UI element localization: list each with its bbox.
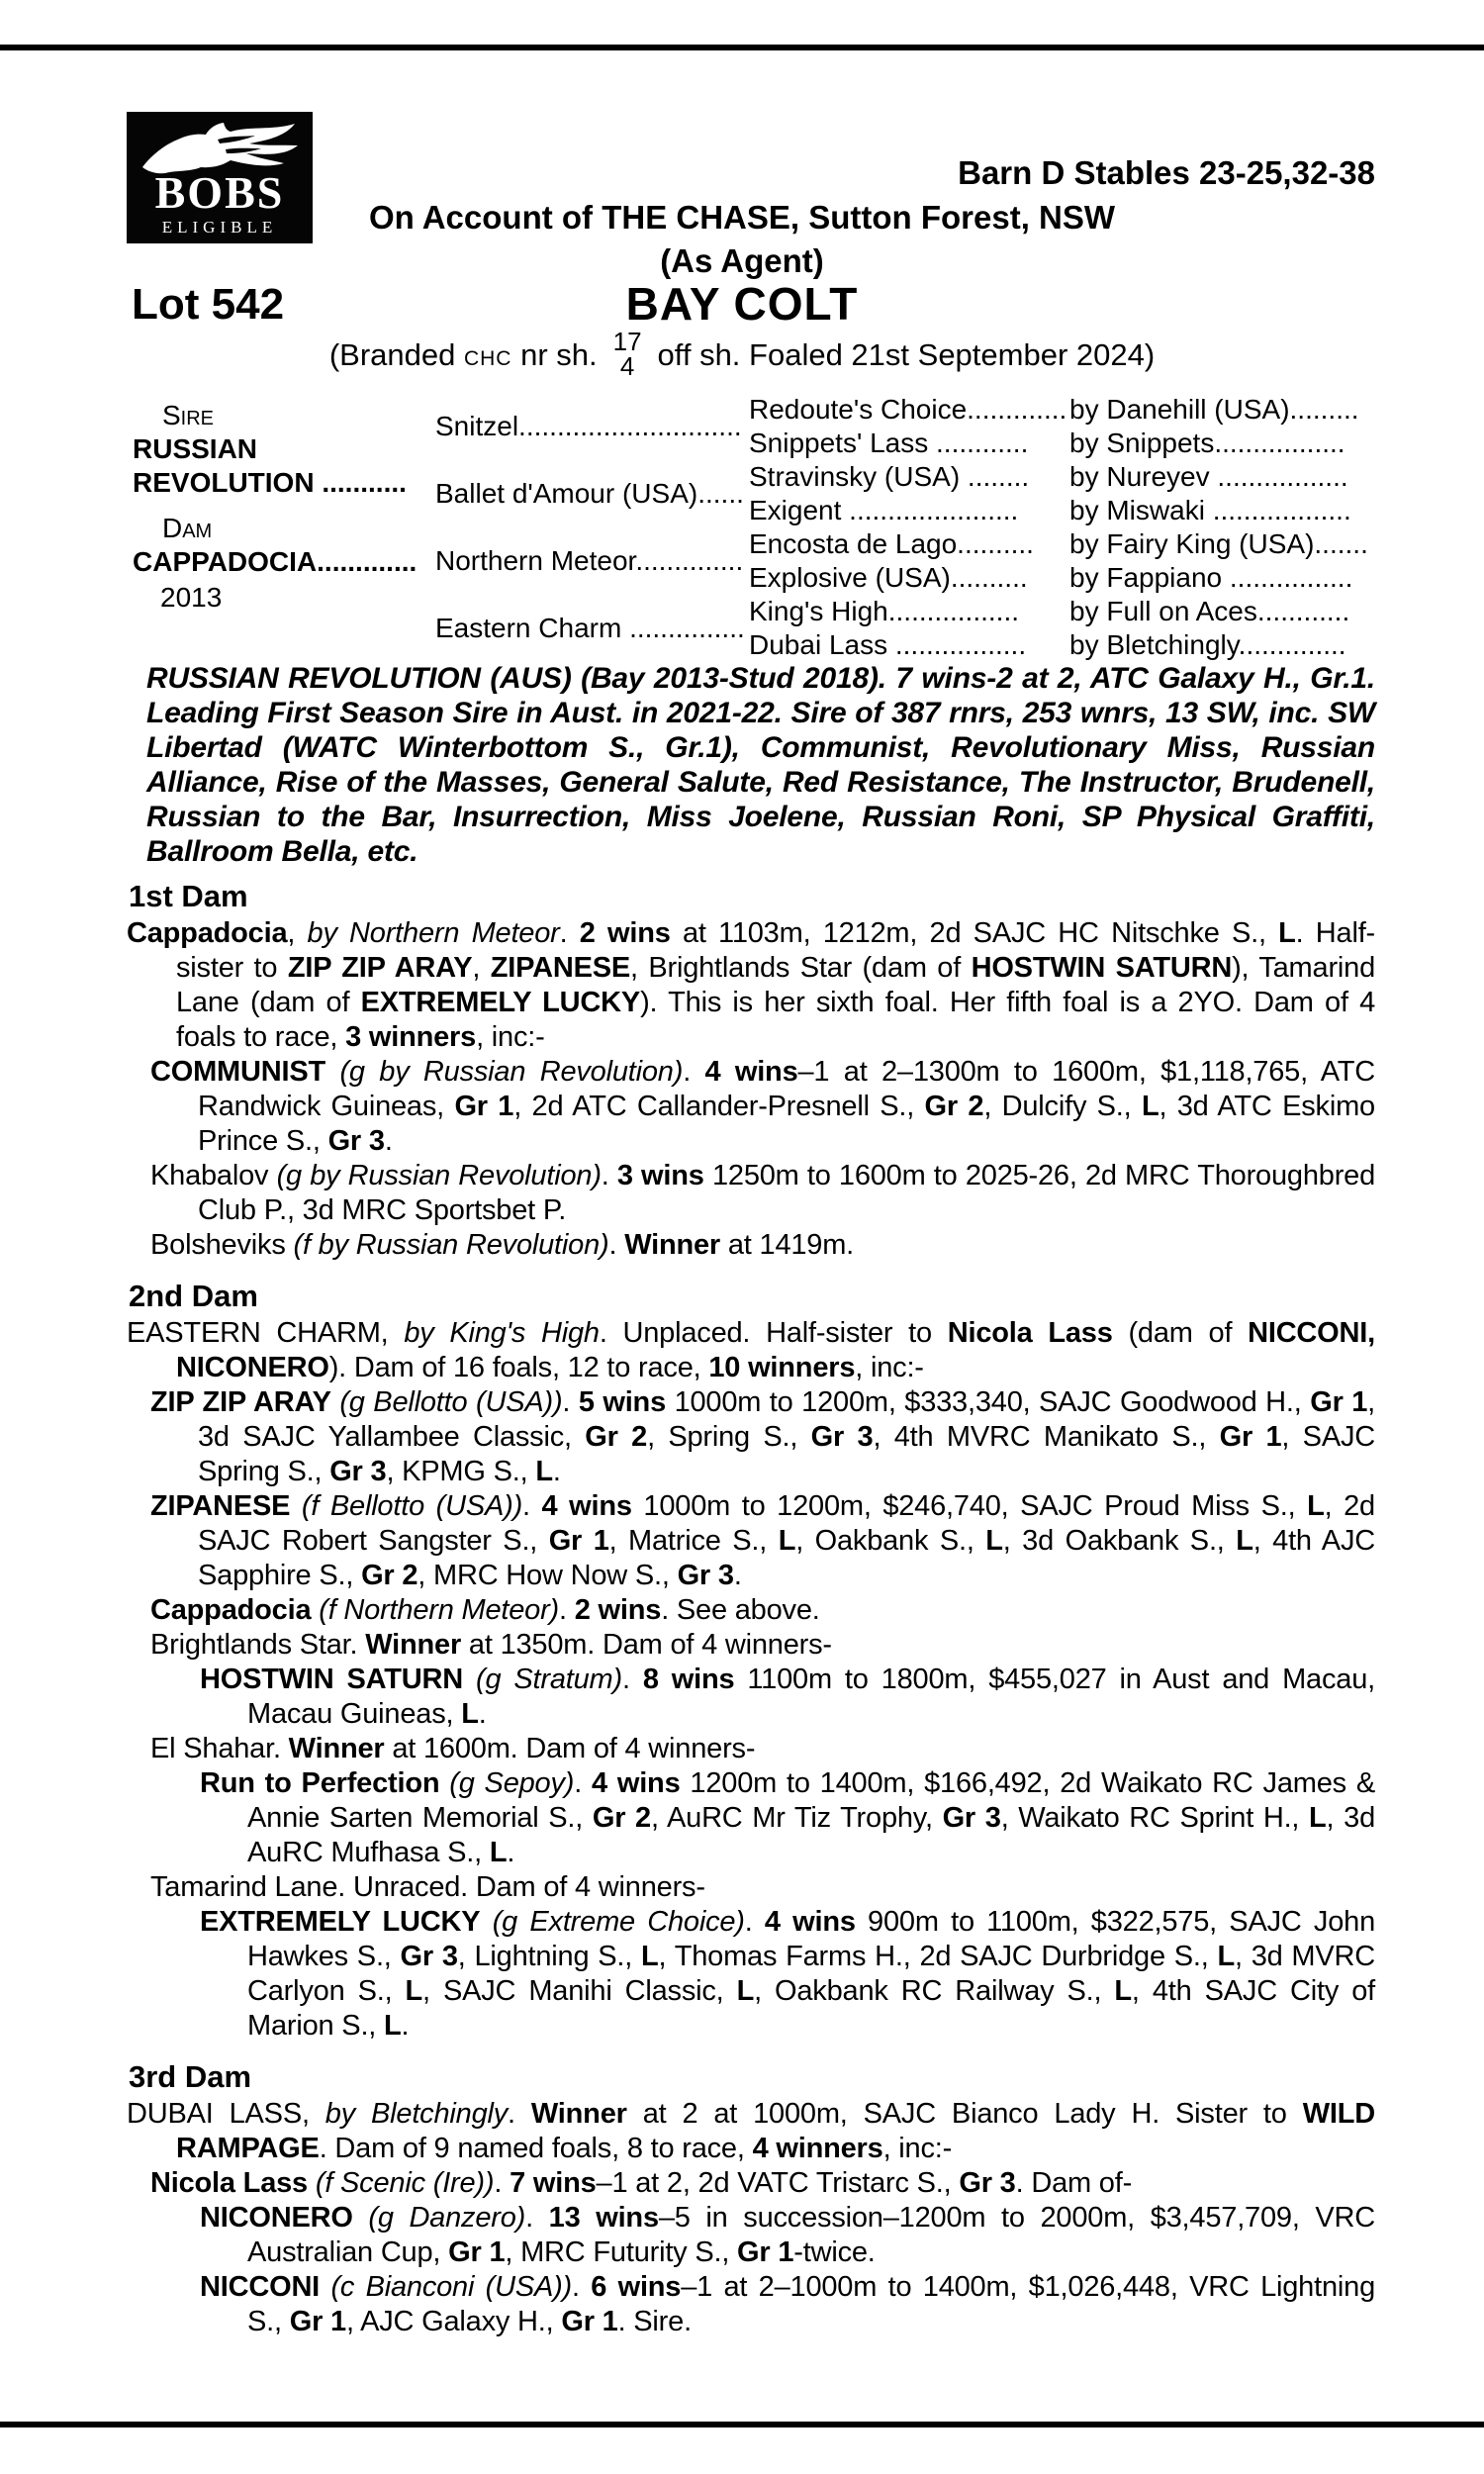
gen2-entry: Eastern Charm ...............: [435, 613, 745, 643]
logo-text-eligible: ELIGIBLE: [161, 218, 278, 237]
brand-mark: CHC: [463, 347, 512, 371]
pedigree-paragraph: NICONERO (g Danzero). 13 wins–5 in succession–1200m to 2000m, $3,457,709, VRC Australian Cup, Gr 1, MRC Futurity S., Gr 1-twice.: [200, 2202, 1376, 2268]
pedigree-paragraph: DUBAI LASS, by Bletchingly. Winner at 2 at 1000m, SAJC Bianco Lady H. Sister to WILD RAMPAGE. Dam of 9 named foals, 8 to race, 4 winners, inc:-: [127, 2098, 1375, 2164]
brand-number-bottom: 4: [619, 351, 635, 381]
gen2-entry: Northern Meteor..............: [435, 545, 744, 576]
gen3-entry: Encosta de Lago..........: [749, 528, 1034, 559]
gen4-entry: by Bletchingly..............: [1069, 629, 1346, 660]
pedigree-paragraph: Cappadocia (f Northern Meteor). 2 wins. See above.: [150, 1594, 820, 1626]
branded-suffix: off sh. Foaled 21st September 2024): [657, 337, 1156, 373]
agent-line: (As Agent): [660, 242, 824, 279]
pedigree-paragraph: COMMUNIST (g by Russian Revolution). 4 wins–1 at 2–1300m to 1600m, $1,118,765, ATC Randwick Guineas, Gr 1, 2d ATC Callander-Presnell S., Gr 2, Dulcify S., L, 3d ATC Eskimo Prince S., Gr 3.: [150, 1056, 1376, 1157]
gen3-entry: Redoute's Choice.............: [749, 394, 1067, 425]
gen4-entry: by Fappiano ................: [1069, 562, 1353, 593]
lot-number: Lot 542: [132, 280, 285, 329]
pedigree-table: [133, 394, 1379, 669]
gen3-entry: Stravinsky (USA) ........: [749, 461, 1030, 492]
gen4-entry: by Fairy King (USA).......: [1069, 528, 1368, 559]
pedigree-paragraph: ZIPANESE (f Bellotto (USA)). 4 wins 1000m to 1200m, $246,740, SAJC Proud Miss S., L, 2d SAJC Robert Sangster S., Gr 1, Matrice S., L, Oakbank S., L, 3d Oakbank S., L, 4th AJC Sapphire S., Gr 2, MRC How Now S., Gr 3.: [150, 1490, 1375, 1591]
barn-location: Barn D Stables 23-25,32-38: [958, 154, 1375, 191]
pedigree-paragraph: ZIP ZIP ARAY (g Bellotto (USA)). 5 wins 1000m to 1200m, $333,340, SAJC Goodwood H., Gr 1, 3d SAJC Yallambee Classic, Gr 2, Spring S., Gr 3, 4th MVRC Manikato S., Gr 1, SAJC Spring S., Gr 3, KPMG S., L.: [150, 1386, 1376, 1487]
pedigree-paragraph: EASTERN CHARM, by King's High. Unplaced. Half-sister to Nicola Lass (dam of NICCONI, NICONERO). Dam of 16 foals, 12 to race, 10 winners, inc:-: [127, 1317, 1375, 1383]
pedigree-paragraph: HOSTWIN SATURN (g Stratum). 8 wins 1100m to 1800m, $455,027 in Aust and Macau, Macau Guineas, L.: [200, 1664, 1375, 1730]
pedigree-paragraph: NICCONI (c Bianconi (USA)). 6 wins–1 at 2–1000m to 1400m, $1,026,448, VRC Lightning S., Gr 1, AJC Galaxy H., Gr 1. Sire.: [200, 2271, 1375, 2337]
dam-label: Dam: [162, 513, 213, 543]
sire-name-line1: RUSSIAN: [133, 433, 258, 464]
vendor-line: On Account of THE CHASE, Sutton Forest, NSW: [368, 199, 1116, 236]
sire-summary-paragraph: RUSSIAN REVOLUTION (AUS) (Bay 2013-Stud 2018). 7 wins-2 at 2, ATC Galaxy H., Gr.1. Leading First Season Sire in Aust. in 2021-22. Sire of 387 rnrs, 253 wnrs, 13 SW, inc. SW Libertad (WATC Winterbottom S., Gr.1), Communist, Revolutionary Miss, Russian Alliance, Rise of the Masses, General Salute, Red Resistance, The Instructor, Brudenell, Russian to the Bar, Insurrection, Miss Joelene, Russian Roni, SP Physical Graffiti, Ballroom Bella, etc.: [146, 662, 1375, 868]
pedigree-paragraph: Bolsheviks (f by Russian Revolution). Winner at 1419m.: [150, 1229, 855, 1261]
sire-name-line2: REVOLUTION ...........: [133, 467, 407, 498]
section-heading: 3rd Dam: [129, 2059, 252, 2094]
brand-number-top: 17: [612, 327, 642, 356]
brand-number-fraction: [612, 327, 642, 381]
dam-year: 2013: [160, 582, 223, 613]
gen4-entry: by Miswaki ..................: [1069, 495, 1351, 525]
pedigree-paragraph: Nicola Lass (f Scenic (Ire)). 7 wins–1 at 2, 2d VATC Tristarc S., Gr 3. Dam of-: [150, 2167, 1133, 2199]
top-rule: [0, 45, 1484, 50]
gen4-entry: by Snippets.................: [1069, 428, 1345, 458]
section-heading: 2nd Dam: [129, 1279, 258, 1313]
bottom-rule: [0, 2422, 1484, 2427]
dam-name: CAPPADOCIA.............: [133, 546, 417, 577]
pedigree-paragraph: Khabalov (g by Russian Revolution). 3 wins 1250m to 1600m to 2025-26, 2d MRC Thoroughbred Club P., 3d MRC Sportsbet P.: [150, 1160, 1376, 1226]
pedigree-paragraph: Run to Perfection (g Sepoy). 4 wins 1200m to 1400m, $166,492, 2d Waikato RC James & Annie Sarten Memorial S., Gr 2, AuRC Mr Tiz Trophy, Gr 3, Waikato RC Sprint H., L, 3d AuRC Mufhasa S., L.: [200, 1767, 1376, 1868]
gen3-entry: Dubai Lass .................: [749, 629, 1027, 660]
gen3-entry: King's High.................: [749, 596, 1019, 626]
gen4-entry: by Full on Aces............: [1069, 596, 1350, 626]
pedigree-details: [0, 863, 1484, 2339]
gen3-entry: Exigent ......................: [749, 495, 1019, 525]
horse-title: BAY COLT: [625, 278, 859, 330]
pedigree-paragraph: Tamarind Lane. Unraced. Dam of 4 winners-: [150, 1871, 705, 1903]
pedigree-paragraph: Brightlands Star. Winner at 1350m. Dam of 4 winners-: [150, 1629, 832, 1661]
branded-prefix: (Branded: [328, 337, 456, 373]
gen4-entry: by Danehill (USA).........: [1069, 394, 1359, 425]
branded-line: [0, 327, 1484, 385]
section-heading: 1st Dam: [129, 879, 248, 913]
sire-label: Sire: [162, 400, 215, 430]
gen3-entry: Explosive (USA)..........: [749, 562, 1028, 593]
gen2-entry: Snitzel.............................: [435, 411, 742, 441]
logo-text-bobs: BOBS: [154, 167, 285, 218]
branded-mid: nr sh.: [520, 337, 598, 373]
gen3-entry: Snippets' Lass ............: [749, 428, 1029, 458]
pedigree-paragraph: Cappadocia, by Northern Meteor. 2 wins at 1103m, 1212m, 2d SAJC HC Nitschke S., L. Half-sister to ZIP ZIP ARAY, ZIPANESE, Brightlands Star (dam of HOSTWIN SATURN), Tamarind Lane (dam of EXTREMELY LUCKY). This is her sixth foal. Her fifth foal is a 2YO. Dam of 4 foals to race, 3 winners, inc:-: [127, 917, 1376, 1053]
gen2-entry: Ballet d'Amour (USA)......: [435, 478, 744, 509]
gen4-entry: by Nureyev .................: [1069, 461, 1348, 492]
pedigree-paragraph: El Shahar. Winner at 1600m. Dam of 4 winners-: [150, 1733, 756, 1764]
pedigree-paragraph: EXTREMELY LUCKY (g Extreme Choice). 4 wins 900m to 1100m, $322,575, SAJC John Hawkes S., Gr 3, Lightning S., L, Thomas Farms H., 2d SAJC Durbridge S., L, 3d MVRC Carlyon S., L, SAJC Manihi Classic, L, Oakbank RC Railway S., L, 4th SAJC City of Marion S., L.: [200, 1906, 1376, 2042]
